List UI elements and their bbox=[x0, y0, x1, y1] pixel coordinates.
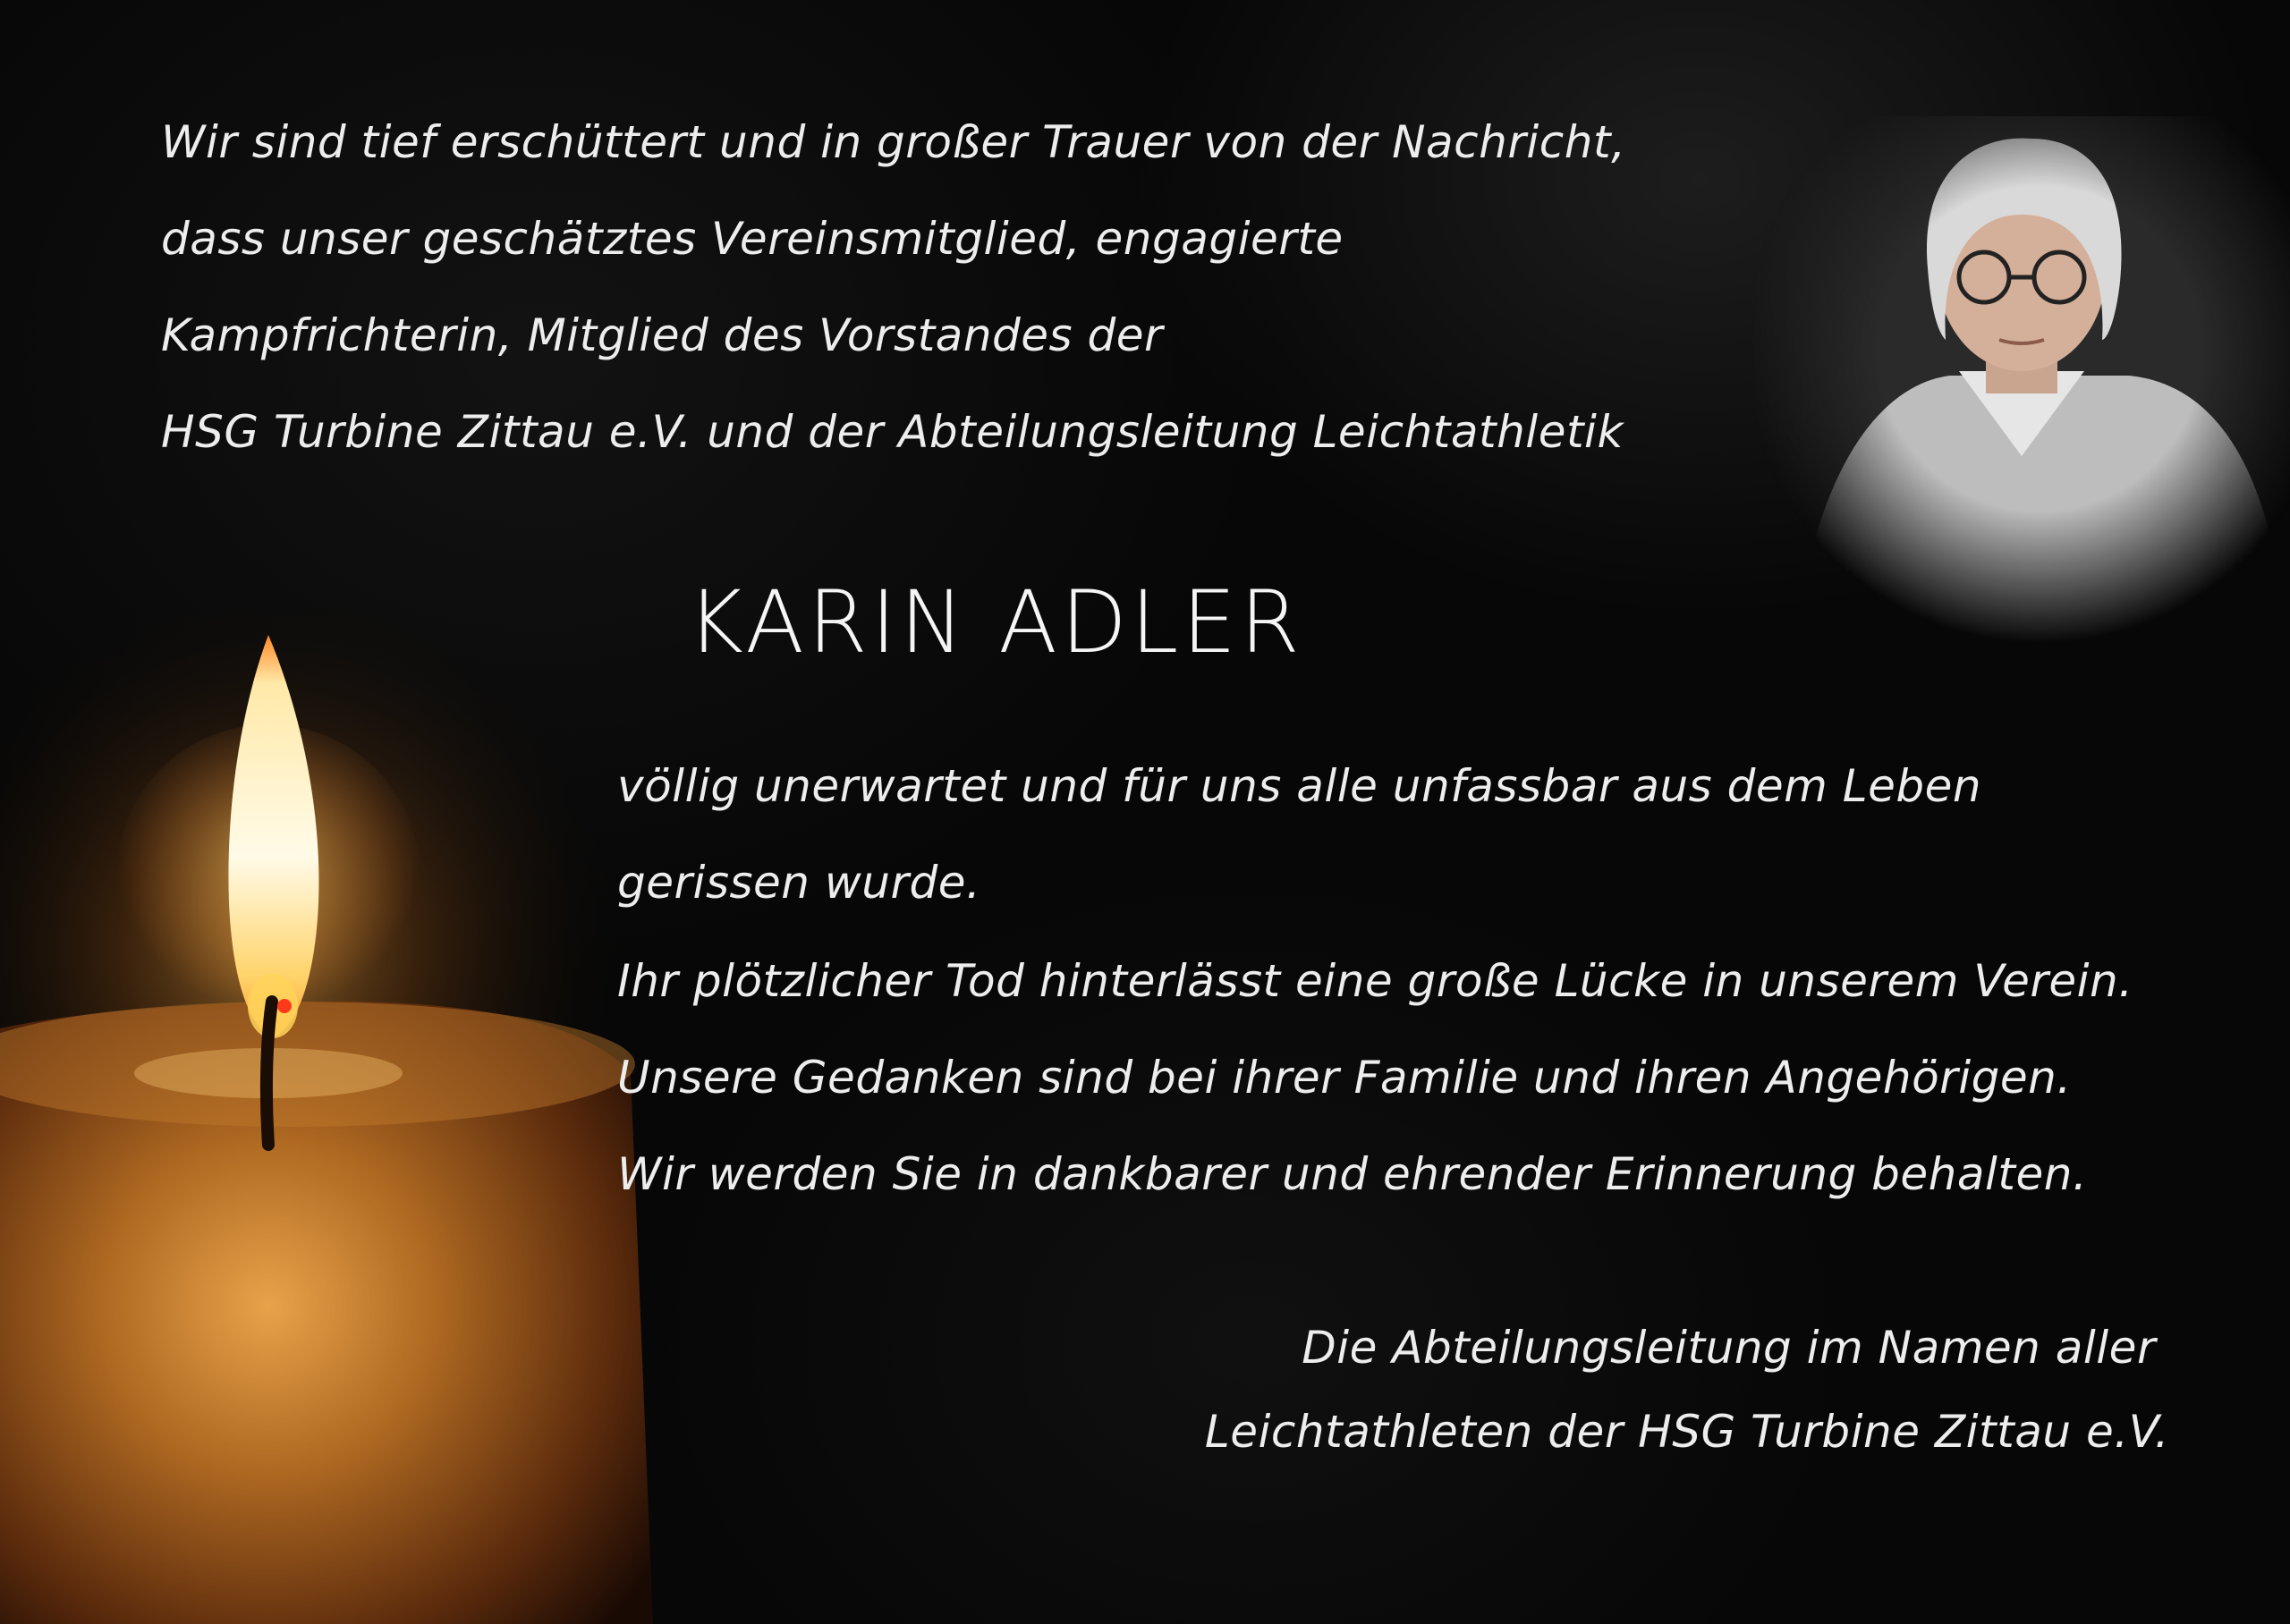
deceased-name: KARIN ADLER bbox=[687, 572, 1303, 672]
body-line: Ihr plötzlicher Tod hinterlässt eine große Lücke in unserem Verein. bbox=[617, 955, 2133, 1007]
signature-line: Leichtathleten der HSG Turbine Zittau e.V. bbox=[1204, 1406, 2169, 1458]
candle-image bbox=[0, 608, 680, 1624]
intro-line: Kampfrichterin, Mitglied des Vorstandes der bbox=[161, 309, 1164, 361]
body-line: gerissen wurde. bbox=[617, 857, 981, 909]
body-line: völlig unerwartet und für uns alle unfassbar aus dem Leben bbox=[617, 760, 1982, 812]
intro-line: dass unser geschätztes Vereinsmitglied, engagierte bbox=[161, 213, 1344, 265]
body-line: Wir werden Sie in dankbarer und ehrender Erinnerung behalten. bbox=[617, 1148, 2088, 1200]
portrait-photo bbox=[1753, 116, 2290, 689]
intro-line: HSG Turbine Zittau e.V. und der Abteilungsleitung Leichtathletik bbox=[161, 406, 1624, 458]
intro-line: Wir sind tief erschüttert und in großer Trauer von der Nachricht, bbox=[161, 116, 1626, 168]
signature-line: Die Abteilungsleitung im Namen aller bbox=[1302, 1322, 2156, 1374]
body-line: Unsere Gedanken sind bei ihrer Familie und ihren Angehörigen. bbox=[617, 1052, 2072, 1104]
